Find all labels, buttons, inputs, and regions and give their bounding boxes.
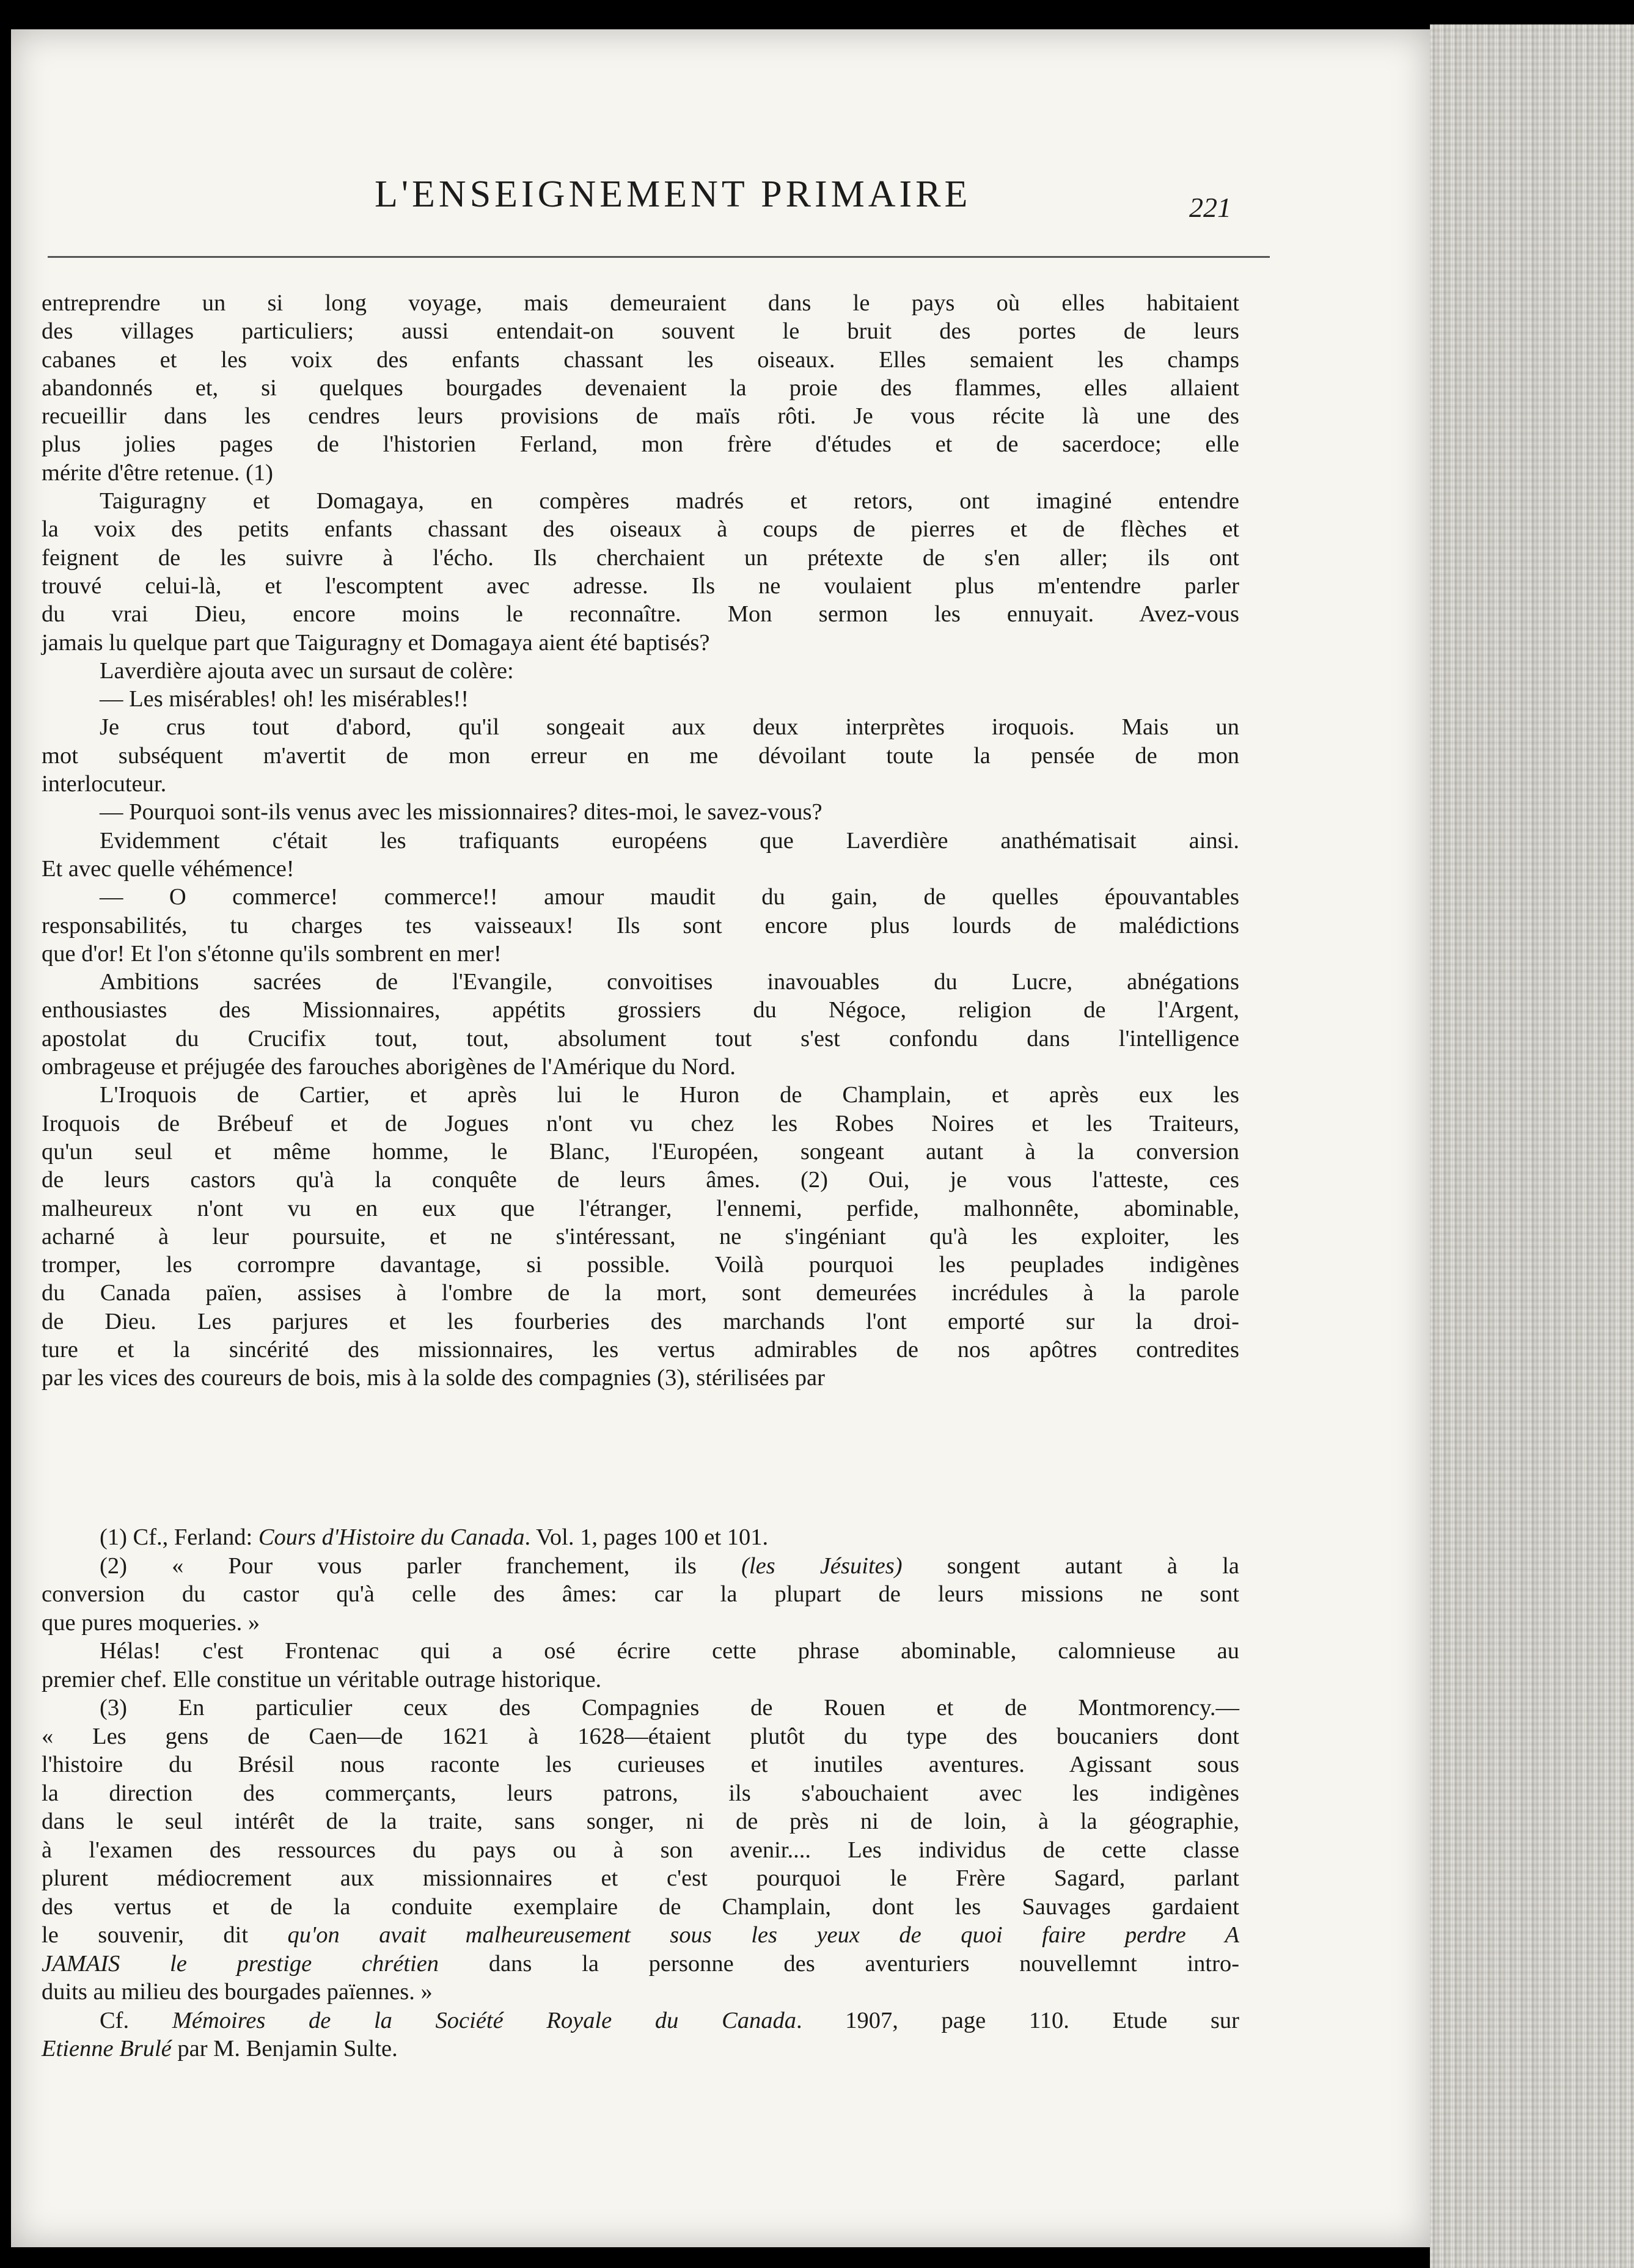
paragraph-line: mot subséquent m'avertit de mon erreur en me dévoilant toute la pensée de mon [42, 742, 1239, 769]
paragraph-line: ture et la sincérité des missionnaires, les vertus admirables de nos apôtres contredites [42, 1336, 1239, 1363]
paragraph-line: jamais lu quelque part que Taiguragny et Domagaya aient été baptisés? [42, 629, 710, 656]
paragraph-line: recueillir dans les cendres leurs provisions de maïs rôti. Je vous récite là une des [42, 403, 1239, 430]
paragraph-line: plus jolies pages de l'historien Ferland, mon frère d'études et de sacerdoce; elle [42, 431, 1239, 458]
footnote-line: des vertus et de la conduite exemplaire de Champlain, dont les Sauvages gardaient [42, 1893, 1239, 1920]
footnote-line: la direction des commerçants, leurs patrons, ils s'abouchaient avec les indigènes [42, 1780, 1239, 1806]
footnote-line: plurent médiocrement aux missionnaires et c'est pourquoi le Frère Sagard, parlant [42, 1865, 1239, 1891]
page-number: 221 [1189, 192, 1231, 223]
paragraph-line: cabanes et les voix des enfants chassant les oiseaux. Elles semaient les champs [42, 346, 1239, 373]
running-title: L'ENSEIGNEMENT PRIMAIRE [375, 174, 972, 215]
paragraph-line: mérite d'être retenue. (1) [42, 459, 273, 486]
paragraph-line: que d'or! Et l'on s'étonne qu'ils sombrent en mer! [42, 940, 502, 967]
paragraph-line: acharné à leur poursuite, et ne s'intéressant, ne s'ingéniant qu'à les exploiter, les [42, 1223, 1239, 1249]
document-page [11, 29, 1430, 2247]
paragraph-line: — Les misérables! oh! les misérables!! [100, 686, 469, 712]
paragraph-line: — O commerce! commerce!! amour maudit du gain, de quelles épouvantables [100, 884, 1239, 910]
paragraph-line: de Dieu. Les parjures et les fourberies des marchands l'ont emporté sur la droi- [42, 1308, 1239, 1334]
book-page-edges [1430, 24, 1634, 2268]
footnote-line: premier chef. Elle constitue un véritable outrage historique. [42, 1666, 602, 1692]
header-rule [48, 256, 1270, 258]
footnote-line: (1) Cf., Ferland: Cours d'Histoire du Canada. Vol. 1, pages 100 et 101. [100, 1524, 769, 1550]
paragraph-line: Iroquois de Brébeuf et de Jogues n'ont vu chez les Robes Noires et les Traiteurs, [42, 1110, 1239, 1136]
paragraph-line: — Pourquoi sont-ils venus avec les missionnaires? dites-moi, le savez-vous? [100, 799, 822, 825]
paragraph-line: la voix des petits enfants chassant des oiseaux à coups de pierres et de flèches et [42, 516, 1239, 543]
footnote-line: Cf. Mémoires de la Société Royale du Canada. 1907, page 110. Etude sur [100, 2007, 1239, 2033]
paragraph-line: entreprendre un si long voyage, mais demeuraient dans le pays où elles habitaient [42, 290, 1239, 316]
paragraph-line: Ambitions sacrées de l'Evangile, convoitises inavouables du Lucre, abnégations [100, 969, 1239, 995]
footnote-line: duits au milieu des bourgades païennes. » [42, 1979, 433, 2005]
paragraph-line: abandonnés et, si quelques bourgades devenaient la proie des flammes, elles allaient [42, 375, 1239, 401]
paragraph-line: qu'un seul et même homme, le Blanc, l'Européen, songeant autant à la conversion [42, 1138, 1239, 1165]
footnote-line: l'histoire du Brésil nous raconte les curieuses et inutiles aventures. Agissant sous [42, 1752, 1239, 1777]
paragraph-line: des villages particuliers; aussi entendait-on souvent le bruit des portes de leurs [42, 318, 1239, 345]
paragraph-line: Je crus tout d'abord, qu'il songeait aux deux interprètes iroquois. Mais un [100, 714, 1239, 741]
body-text [42, 289, 1239, 1392]
paragraph-line: tromper, les corrompre davantage, si possible. Voilà pourquoi les peuplades indigènes [42, 1252, 1239, 1278]
paragraph-line: Laverdière ajouta avec un sursaut de colère: [100, 657, 514, 684]
footnote-line: Hélas! c'est Frontenac qui a osé écrire cette phrase abominable, calomnieuse au [100, 1638, 1239, 1664]
footnote-line: le souvenir, dit qu'on avait malheureusement sous les yeux de quoi faire perdre A [42, 1922, 1239, 1948]
footnote-line: que pures moqueries. » [42, 1609, 260, 1636]
footnote-line: (3) En particulier ceux des Compagnies de Rouen et de Montmorency.— [100, 1695, 1239, 1721]
paragraph-line: L'Iroquois de Cartier, et après lui le Huron de Champlain, et après eux les [100, 1082, 1239, 1108]
paragraph-line: Evidemment c'était les trafiquants européens que Laverdière anathématisait ainsi. [100, 827, 1239, 854]
paragraph-line: malheureux n'ont vu en eux que l'étranger, l'ennemi, perfide, malhonnête, abominable, [42, 1195, 1239, 1221]
paragraph-line: du vrai Dieu, encore moins le reconnaître. Mon sermon les ennuyait. Avez-vous [42, 601, 1239, 627]
footnote-line: dans le seul intérêt de la traite, sans songer, ni de près ni de loin, à la géographie, [42, 1809, 1239, 1834]
paragraph-line: de leurs castors qu'à la conquête de leurs âmes. (2) Oui, je vous l'atteste, ces [42, 1167, 1239, 1193]
paragraph-line: apostolat du Crucifix tout, tout, absolument tout s'est confondu dans l'intelligence [42, 1025, 1239, 1052]
paragraph-line: enthousiastes des Missionnaires, appétits grossiers du Négoce, religion de l'Argent, [42, 997, 1239, 1023]
paragraph-line: feignent de les suivre à l'écho. Ils cherchaient un prétexte de s'en aller; ils ont [42, 544, 1239, 571]
paragraph-line: responsabilités, tu charges tes vaisseaux! Ils sont encore plus lourds de malédictions [42, 912, 1239, 938]
paragraph-line: Taiguragny et Domagaya, en compères madrés et retors, ont imaginé entendre [100, 488, 1239, 514]
footnote-line: (2) « Pour vous parler franchement, ils (les Jésuites) songent autant à la [100, 1553, 1239, 1579]
footnote-line: « Les gens de Caen—de 1621 à 1628—étaient plutôt du type des boucaniers dont [42, 1723, 1239, 1749]
paragraph-line: par les vices des coureurs de bois, mis à la solde des compagnies (3), stérilisées par [42, 1365, 825, 1391]
footnote-line: à l'examen des ressources du pays ou à son avenir.... Les individus de cette classe [42, 1837, 1239, 1863]
paragraph-line: ombrageuse et préjugée des farouches aborigènes de l'Amérique du Nord. [42, 1054, 736, 1080]
paragraph-line: trouvé celui-là, et l'escomptent avec adresse. Ils ne voulaient plus m'entendre parler [42, 572, 1239, 599]
paragraph-line: du Canada païen, assises à l'ombre de la mort, sont demeurées incrédules à la parole [42, 1280, 1239, 1306]
paragraph-line: interlocuteur. [42, 771, 167, 797]
paragraph-line: Et avec quelle véhémence! [42, 855, 295, 882]
footnote-line: Etienne Brulé par M. Benjamin Sulte. [42, 2036, 398, 2061]
page-header [48, 148, 1239, 222]
footnote-line: JAMAIS le prestige chrétien dans la personne des aventuriers nouvellemnt intro- [42, 1950, 1240, 1977]
footnote-line: conversion du castor qu'à celle des âmes: car la plupart de leurs missions ne sont [42, 1581, 1239, 1607]
footnotes [42, 1523, 1239, 2063]
